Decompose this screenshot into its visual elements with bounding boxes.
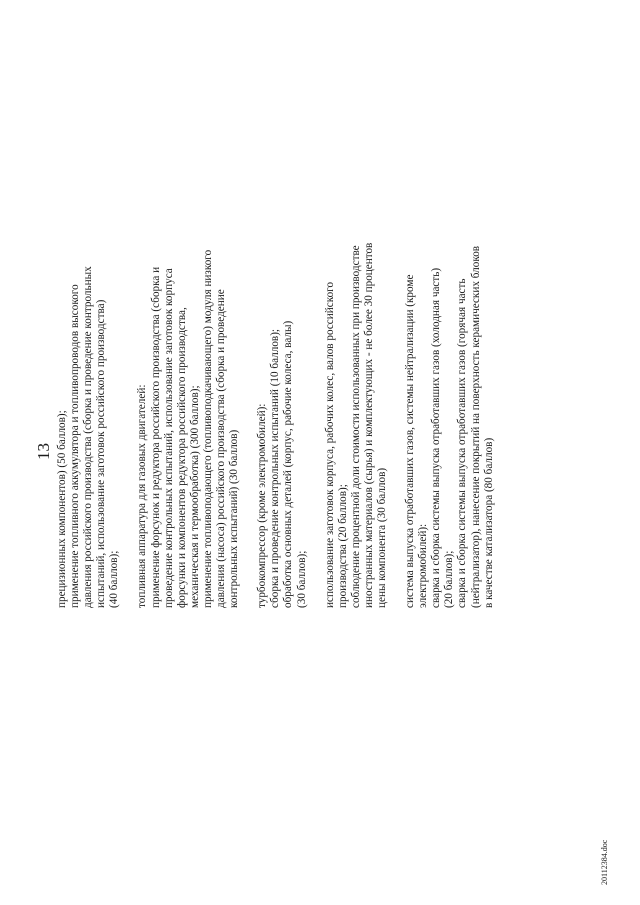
text-line: иностранных материалов (сырья) и комплектующих - не более 30 процентов	[362, 242, 375, 608]
paragraph-turbocharger	[256, 8, 308, 608]
paragraph-turbocharger-blanks	[324, 8, 389, 608]
text-line: обработка основных деталей (корпус, рабочие колеса, валы)	[282, 320, 295, 608]
text-line: механическая и термообработка) (300 баллов);	[188, 385, 201, 608]
text-line: применение топливоподающего (топливоподкачивающего) модуля низкого	[201, 249, 214, 608]
text-line: производства (20 баллов);	[336, 484, 349, 608]
text-line: использование заготовок корпуса, рабочих колес, валов российского	[323, 281, 336, 608]
footer-filename: 20112384.doc	[600, 839, 609, 885]
text-line: давления (насоса) российского производства (сборка и проведение	[215, 289, 228, 608]
text-line: сборка и проведение контрольных испытаний (10 баллов);	[269, 328, 282, 608]
text-line: в качестве катализатора (80 баллов)	[482, 437, 495, 608]
text-line: топливная аппаратура для газовых двигателей:	[136, 384, 149, 608]
text-line: цены компонента (30 баллов)	[375, 467, 388, 608]
text-line: сварка и сборка системы выпуска отработавших газов (горячая часть	[456, 278, 469, 608]
paragraph-fuel-system-components	[56, 8, 121, 608]
text-line: давления российского производства (сборка и проведение контрольных	[82, 266, 95, 608]
text-line: (нейтрализатор), нанесение покрытий на поверхность керамических блоков	[469, 245, 482, 608]
text-line: применение форсунок и редуктора российского производства (сборка и	[149, 266, 162, 608]
page-number: 13	[34, 443, 53, 460]
paragraph-gas-engine-fuel-equipment	[136, 8, 241, 608]
text-line: прецизионных компонентов) (50 баллов);	[56, 410, 68, 608]
text-line: форсунки и компонентов редуктора российского производства,	[175, 307, 188, 608]
text-line: (30 баллов);	[295, 550, 308, 608]
text-line: сварка и сборка системы выпуска отработавших газов (холодная часть)	[430, 267, 443, 608]
text-line: контрольных испытаний) (30 баллов)	[228, 429, 241, 608]
text-line: применение топливного аккумулятора и топливопроводов высокого	[69, 284, 82, 608]
paragraph-exhaust-system	[404, 8, 496, 608]
document-body	[56, 8, 511, 608]
text-line: (40 баллов);	[108, 550, 121, 608]
text-line: (20 баллов);	[443, 550, 456, 608]
text-line: система выпуска отработавших газов, системы нейтрализации (кроме	[404, 274, 417, 608]
text-line: турбокомпрессор (кроме электромобилей):	[256, 403, 269, 608]
text-line: электромобилей):	[417, 523, 430, 608]
text-line: испытаний, использование заготовок российского производства)	[95, 299, 108, 608]
text-line: проведение контрольных испытаний, использование заготовок корпуса	[162, 268, 175, 608]
text-line: соблюдение процентной доли стоимости использованных при производстве	[349, 245, 362, 608]
